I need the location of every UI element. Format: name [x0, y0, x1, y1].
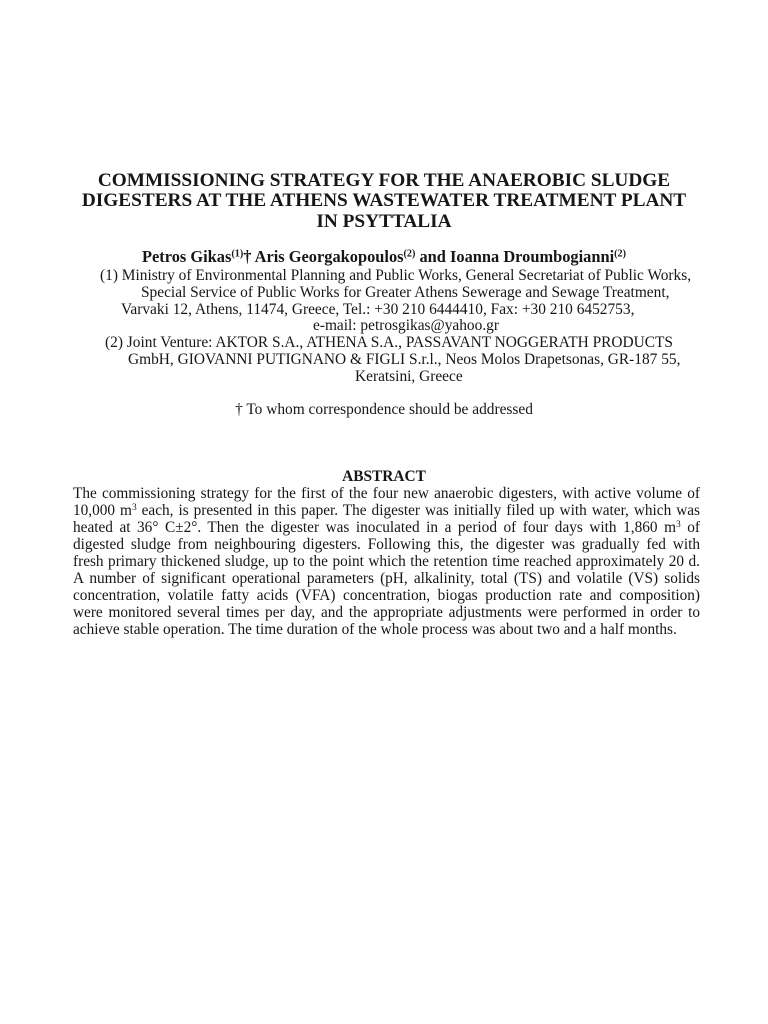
correspondence-text: To whom correspondence should be addressed — [246, 401, 533, 418]
title-line: IN PSYTTALIA — [316, 211, 452, 232]
abstract-line: The commissioning strategy for the first of the four new anaerobic digesters, with active volume of — [73, 485, 700, 502]
affiliation-marker: (2) — [403, 248, 416, 260]
affiliation-line: GmbH, GIOVANNI PUTIGNANO & FIGLI S.r.l., Neos Molos Drapetsonas, GR-187 55, — [128, 351, 681, 368]
title-line: DIGESTERS AT THE ATHENS WASTEWATER TREATMENT PLANT — [81, 190, 687, 211]
affiliation-line: Keratsini, Greece — [355, 368, 463, 385]
abstract-line: achieve stable operation. The time duration of the whole process was about two and a half months. — [73, 621, 677, 638]
abstract-line: fresh primary thickened sludge, up to the point which the retention time reached approximately 20 d. — [73, 553, 700, 570]
corresponding-author-mark: † — [235, 401, 243, 418]
abstract-text: heated at 36° C±2°. Then the digester was inoculated in a period of four days with 1,860 m — [73, 519, 676, 536]
affiliation-email: e-mail: petrosgikas@yahoo.gr — [313, 317, 499, 334]
superscript: 3 — [131, 502, 137, 513]
correspondence-note — [0, 401, 768, 418]
abstract-text: of — [680, 519, 700, 536]
abstract-line — [73, 519, 700, 536]
abstract-heading: ABSTRACT — [342, 468, 426, 485]
author-name: Ioanna Droumbogianni — [450, 247, 615, 266]
affiliation-line: Varvaki 12, Athens, 11474, Greece, Tel.: +30 210 6444410, Fax: +30 210 6452753, — [121, 301, 635, 318]
author-conjunction: and — [419, 247, 446, 266]
author-name: Petros Gikas — [141, 247, 232, 266]
affiliation-line: (1) Ministry of Environmental Planning and Public Works, General Secretariat of Public Works, — [100, 267, 692, 284]
affiliation-line: (2) Joint Venture: AKTOR S.A., ATHENA S.A., PASSAVANT NOGGERATH PRODUCTS — [105, 334, 673, 351]
author-list — [0, 248, 768, 266]
abstract-line: were monitored several times per day, and the appropriate adjustments were performed in order to — [73, 604, 700, 621]
abstract-text: each, is presented in this paper. The digester was initially filed up with water, which was — [136, 502, 700, 519]
abstract-line: A number of significant operational parameters (pH, alkalinity, total (TS) and volatile (VS) solids — [73, 570, 700, 587]
affiliation-marker: (2) — [614, 248, 626, 260]
author-name: Aris Georgakopoulos — [254, 247, 404, 266]
affiliation-marker: (1) — [231, 248, 244, 260]
affiliation-line: Special Service of Public Works for Greater Athens Sewerage and Sewage Treatment, — [141, 284, 670, 301]
abstract-text: 10,000 m — [73, 502, 132, 519]
abstract-line — [73, 502, 700, 519]
abstract-line: digested sludge from neighbouring digesters. Following this, the digester was gradually fed with — [73, 536, 700, 553]
title-line: COMMISSIONING STRATEGY FOR THE ANAEROBIC SLUDGE — [97, 170, 671, 191]
corresponding-author-mark: † — [243, 247, 252, 266]
abstract-line: concentration, volatile fatty acids (VFA) concentration, biogas production rate and composition) — [73, 587, 700, 604]
superscript: 3 — [675, 519, 681, 530]
